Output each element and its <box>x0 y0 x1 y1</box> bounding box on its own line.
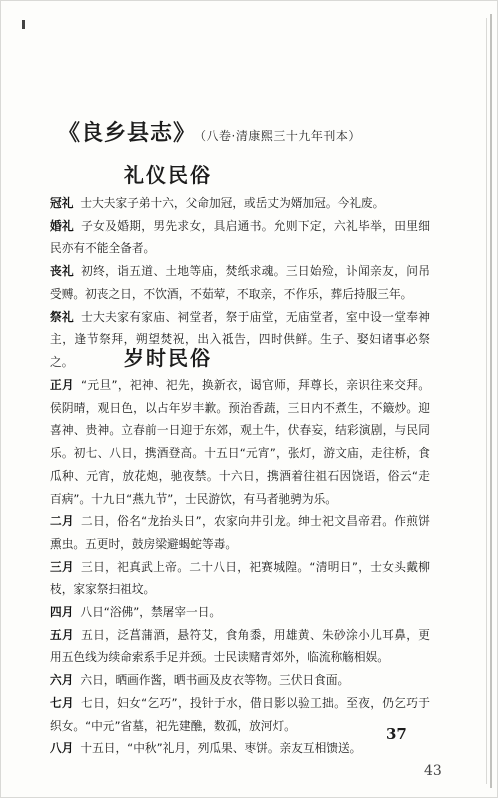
entry-term: 八月 <box>50 741 74 756</box>
entry-etiquette <box>50 192 430 215</box>
entry-term: 二月 <box>50 514 75 529</box>
entry-term: 七月 <box>50 695 75 710</box>
entry-text: 士大夫家子弟十六，父命加冠，或岳丈为婿加冠。今礼废。 <box>80 196 385 210</box>
etiquette-entries <box>50 192 430 374</box>
entry-seasonal <box>50 374 430 510</box>
section-heading-seasonal: 岁时民俗 <box>124 346 212 370</box>
book-title-line <box>58 116 458 147</box>
entry-etiquette <box>50 306 430 374</box>
entry-seasonal <box>50 624 430 669</box>
inner-page-number: 37 <box>386 725 407 743</box>
entry-text: 初终，诣五道、土地等庙，焚纸求魂。三日始殓，讣闻亲友，问吊受赙。初丧之日，不饮酒，不茹荤，不取亲，不作乐，葬后持服三年。 <box>50 264 430 301</box>
entry-text: 士大夫家有家庙、祠堂者，祭于庙堂，无庙堂者，室中设一堂奉神主，逢节祭拜，朔望焚祝，出入祗告，四时供鲜。生子、娶妇诸事必祭之。 <box>50 309 430 369</box>
entry-term: 三月 <box>50 559 75 574</box>
entry-seasonal <box>50 669 430 692</box>
entry-term: 五月 <box>50 627 75 642</box>
entry-seasonal <box>50 692 430 737</box>
outer-page-number: 43 <box>424 763 442 779</box>
entry-text: 五日，泛菖蒲酒，悬符艾，食角黍，用雄黄、朱砂涂小儿耳鼻，更用五色线为续命索系手足并颈。士民读赌青郊外，临流称觞相娱。 <box>50 627 430 665</box>
entry-seasonal <box>50 601 430 624</box>
entry-text: 八日“浴佛”，禁屠宰一日。 <box>80 605 222 620</box>
entry-term: 丧礼 <box>50 264 75 279</box>
entry-text: “元旦”，祀神、祀先，换新衣，谒官师，拜尊长，亲识往来交拜。侯阴晴，观日色，以占年岁丰歉。预治香蔬，三日内不煮生，不簸炒。迎喜神、贵神。立春前一日迎于东郊，观土牛，伏春妄，结彩演剧，与民同乐。初七、八日，携酒登高。十五日“元宵”，张灯，游文庙，走往桥，食瓜种、元宵，放花炮，驰夜禁。十六日，携酒着往祖石因饶语，俗云“走百病”。十九日“燕九节”，士民游饮，有马者驰骋为乐。 <box>50 378 430 506</box>
book-title: 《良乡县志》 <box>58 120 197 146</box>
book-edition: （八卷·清康熙三十九年刊本） <box>200 129 361 143</box>
entry-text: 七日，妇女“乞巧”，投针于水，借日影以验工拙。至夜，仍乞巧于织女。“中元”省墓，祀先建醮，数孤，放河灯。 <box>50 695 430 733</box>
entry-text: 六日，晒画作酱，晒书画及皮衣等物。三伏日食面。 <box>80 673 350 688</box>
entry-term: 婚礼 <box>50 218 75 233</box>
entry-text: 三日，祀真武上帝。二十八日，祀赛城隍。“清明日”，士女头戴柳枝，家家祭扫祖坟。 <box>50 559 430 597</box>
entry-text: 二日，俗名“龙抬头日”，农家向井引龙。绅士祀文昌帝君。作煎饼熏虫。五更时，鼓房梁避蝎蛇等毒。 <box>50 514 430 551</box>
section-heading-etiquette: 礼仪民俗 <box>124 163 212 187</box>
entry-etiquette <box>50 215 430 260</box>
entry-seasonal <box>50 510 430 555</box>
entry-term: 四月 <box>50 605 74 620</box>
entry-etiquette <box>50 260 430 305</box>
entry-term: 正月 <box>50 378 75 392</box>
entry-text: 子女及婚期，男先求女，具启通书。允则下定，六礼毕举，田里细民亦有不能全备者。 <box>50 218 430 256</box>
scan-mark <box>22 20 25 29</box>
entry-term: 六月 <box>50 673 74 688</box>
page-edge-shadow-inner <box>486 18 487 784</box>
entry-seasonal <box>50 556 430 601</box>
entry-term: 冠礼 <box>50 196 74 210</box>
seasonal-entries <box>50 374 430 760</box>
entry-seasonal <box>50 737 430 760</box>
page-edge-shadow <box>490 14 492 788</box>
entry-term: 祭礼 <box>50 309 75 324</box>
entry-text: 十五日，“中秋”礼月，列瓜果、枣饼。亲友互相馈送。 <box>80 741 362 756</box>
